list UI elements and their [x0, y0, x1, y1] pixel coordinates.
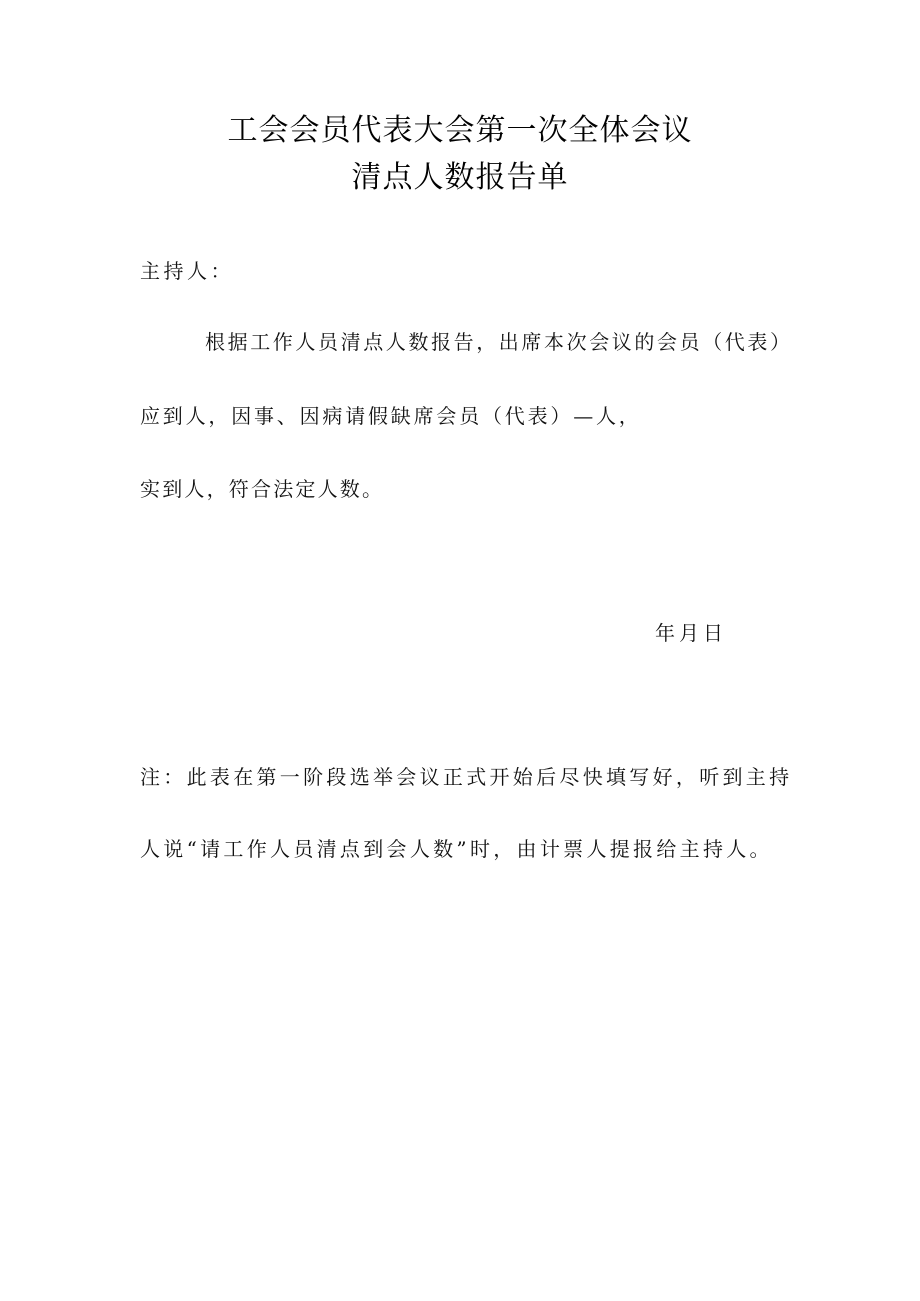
note-line-1: 注：此表在第一阶段选举会议正式开始后尽快填写好，听到主持: [140, 765, 793, 789]
date-line: 年月日: [655, 621, 727, 645]
host-label: 主持人：: [140, 259, 234, 283]
report-paragraph-line-3: 实到人，符合法定人数。: [140, 477, 385, 501]
document-title-line-2: 清点人数报告单: [351, 160, 569, 195]
report-paragraph-line-2: 应到人，因事、因病请假缺席会员（代表）—人，: [140, 404, 642, 428]
document-title-line-1: 工会会员代表大会第一次全体会议: [227, 113, 693, 148]
note-line-2: 人说“请工作人员清点到会人数”时，由计票人提报给主持人。: [140, 837, 773, 861]
report-paragraph-line-1: 根据工作人员清点人数报告，出席本次会议的会员（代表）: [205, 330, 793, 354]
